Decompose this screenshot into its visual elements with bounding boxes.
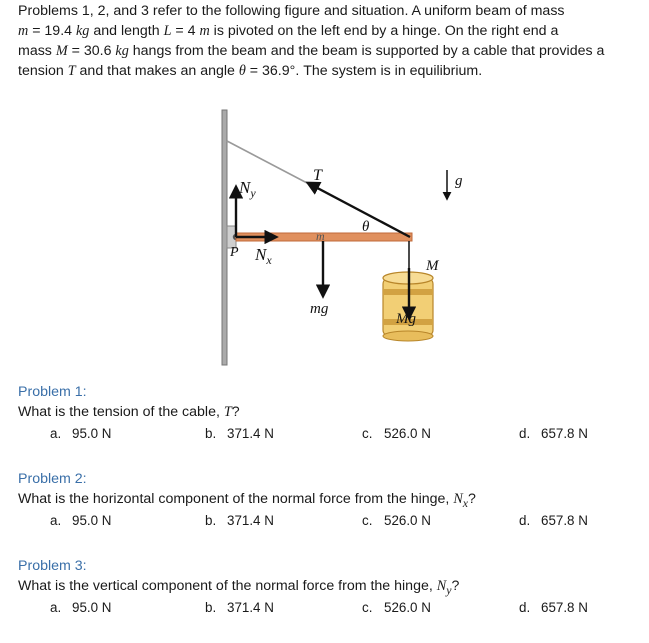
problem-3-question: What is the vertical component of the normal force from the hinge, $N_y$? [18, 578, 460, 597]
intro-line-4: tension T and that makes an angle θ = 36.9°. The system is in equilibrium. [18, 63, 483, 79]
physics-figure [200, 100, 463, 370]
problem-2-question: What is the horizontal component of the normal force from the hinge, $N_x$? [18, 491, 476, 510]
problem-3-choice-d[interactable]: d. 657.8 N [519, 600, 588, 615]
intro-line-1: Problems 1, 2, and 3 refer to the following figure and situation. A uniform beam of mass [18, 3, 565, 19]
label-theta: θ [362, 219, 370, 235]
problem-2-choice-c[interactable]: c. 526.0 N [362, 513, 431, 528]
problem-3-choice-b[interactable]: b. 371.4 N [205, 600, 274, 615]
problem-3-choice-a[interactable]: a. 95.0 N [50, 600, 112, 615]
problem-1-choice-c[interactable]: c. 526.0 N [362, 426, 431, 441]
problem-1-question: What is the tension of the cable, T? [18, 404, 240, 420]
problem-3-title: Problem 3: [18, 558, 87, 574]
problem-2-choice-b[interactable]: b. 371.4 N [205, 513, 274, 528]
wall [222, 110, 227, 365]
label-big-m: M [426, 258, 439, 274]
problem-2-title: Problem 2: [18, 471, 87, 487]
problem-1-title: Problem 1: [18, 384, 87, 400]
problem-1-choice-b[interactable]: b. 371.4 N [205, 426, 274, 441]
problem-2-choice-d[interactable]: d. 657.8 N [519, 513, 588, 528]
label-p: P [230, 245, 239, 260]
problem-3-choice-c[interactable]: c. 526.0 N [362, 600, 431, 615]
label-nx: $N_x$ [255, 245, 272, 267]
intro-line-3: mass M = 30.6 kg hangs from the beam and the beam is supported by a cable that provides a [18, 43, 605, 59]
problem-2-choice-a[interactable]: a. 95.0 N [50, 513, 112, 528]
label-big-mg: Mg [396, 311, 416, 327]
label-ny: $N_y$ [239, 178, 256, 200]
problem-1-choice-a[interactable]: a. 95.0 N [50, 426, 112, 441]
problem-1-choice-d[interactable]: d. 657.8 N [519, 426, 588, 441]
label-mg: mg [310, 301, 329, 317]
label-m: m [316, 229, 325, 243]
label-t: T [313, 167, 322, 184]
intro-line-2: m = 19.4 kg and length L = 4 m is pivoted on the left end by a hinge. On the right end a [18, 23, 559, 39]
problem-statement [18, 1, 643, 81]
label-g: g [455, 173, 463, 189]
